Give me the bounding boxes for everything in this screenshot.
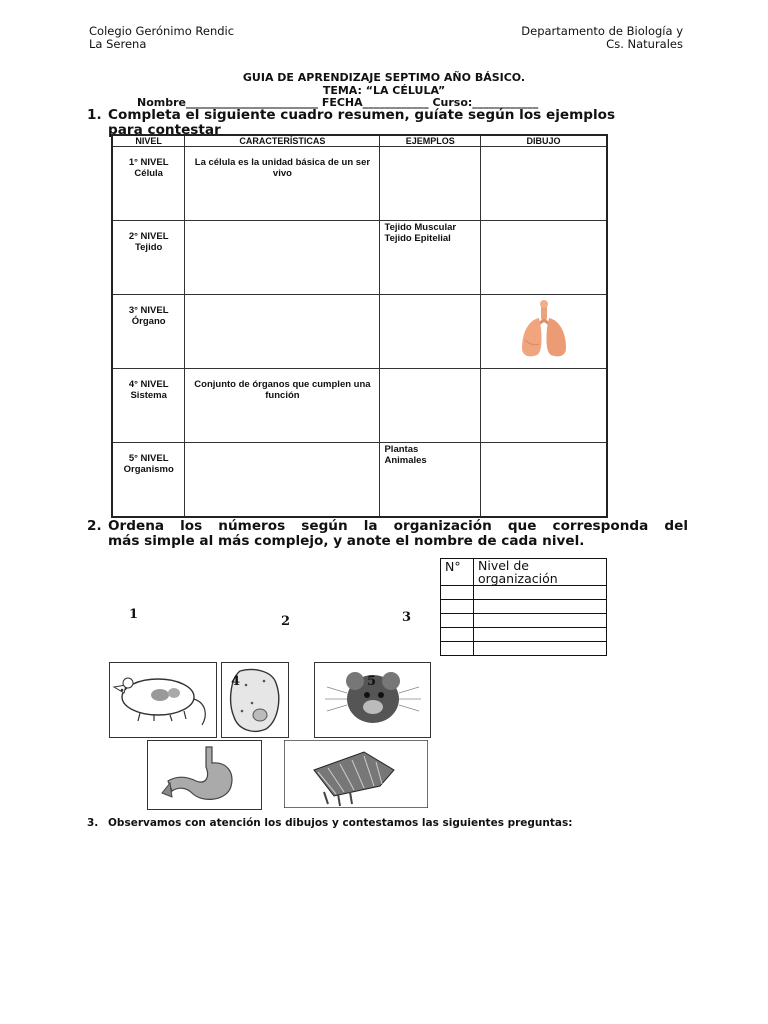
question-1-line2: para contestar: [108, 122, 221, 138]
table-row: [112, 443, 607, 517]
level-cell: [112, 221, 185, 295]
level-name: Tejido: [135, 242, 163, 254]
example-line: Plantas: [384, 444, 419, 456]
header-level: Nivel de organización: [474, 559, 607, 586]
level-number: 2° NIVEL: [128, 231, 169, 243]
level-input-cell[interactable]: [474, 628, 607, 642]
summary-table: [111, 134, 608, 518]
drawing-cell[interactable]: [481, 369, 607, 443]
guide-topic: TEMA: “LA CÉLULA”: [322, 83, 446, 97]
question-1-line1: Completa el siguiente cuadro resumen, guíate según los ejemplos: [108, 107, 616, 123]
department-name: Departamento de Biología y: [521, 24, 683, 38]
table-row: [112, 295, 607, 369]
drawing-cell[interactable]: [481, 147, 607, 221]
department-header: [521, 25, 683, 51]
examples-cell[interactable]: [380, 443, 481, 517]
example-line: Tejido Epitelial: [384, 233, 451, 245]
guide-title-line1: GUIA DE APRENDIZAJE SEPTIMO AÑO BÁSICO.: [242, 71, 526, 84]
header-number: N°: [441, 559, 474, 586]
level-cell: [112, 295, 185, 369]
stomach-icon: [148, 741, 261, 809]
level-name: Célula: [134, 168, 163, 179]
image-label-1: 1: [129, 607, 139, 622]
characteristics-cell[interactable]: La célula es la unidad básica de un ser vivo: [185, 147, 380, 221]
level-number: 4° NIVEL: [128, 379, 169, 391]
header-nivel: NIVEL: [112, 135, 185, 147]
question-1-number: 1.: [87, 107, 102, 123]
characteristics-cell[interactable]: Conjunto de órganos que cumplen una función: [185, 369, 380, 443]
school-header: [89, 25, 234, 51]
level-number: 1° NIVEL: [128, 157, 169, 168]
mouse-organism-image: [109, 662, 217, 738]
level-name: Organismo: [123, 464, 174, 476]
table-row: [441, 586, 607, 600]
table-row: [112, 221, 607, 295]
level-number: 3° NIVEL: [128, 305, 169, 317]
question-2-number: 2.: [87, 518, 102, 534]
level-input-cell[interactable]: [474, 600, 607, 614]
table-row: [112, 147, 607, 221]
summary-table-header: [112, 135, 607, 147]
student-info-line: Nombre________________________ FECHA____________ Curso:____________: [137, 96, 539, 109]
image-label-3: 3: [402, 610, 412, 625]
characteristics-cell[interactable]: [185, 221, 380, 295]
image-label-5: 5: [367, 674, 377, 689]
order-table: [440, 558, 607, 656]
table-row: [441, 628, 607, 642]
characteristics-cell[interactable]: [185, 443, 380, 517]
drawing-cell[interactable]: [481, 221, 607, 295]
number-input-cell[interactable]: [441, 600, 474, 614]
number-input-cell[interactable]: [441, 586, 474, 600]
examples-cell[interactable]: [380, 295, 481, 369]
example-line: Animales: [384, 455, 427, 467]
level-name: Sistema: [130, 390, 167, 402]
guide-title: [0, 72, 768, 97]
example-line: Tejido Muscular: [384, 222, 457, 234]
header-caracteristicas: CARACTERÍSTICAS: [185, 135, 380, 147]
department-name-2: Cs. Naturales: [606, 37, 683, 51]
number-input-cell[interactable]: [441, 628, 474, 642]
level-input-cell[interactable]: [474, 586, 607, 600]
drawing-cell[interactable]: [481, 295, 607, 369]
stomach-image: [147, 740, 262, 810]
tissue-icon: [284, 740, 428, 808]
table-row: [441, 614, 607, 628]
examples-cell[interactable]: [380, 369, 481, 443]
school-name: Colegio Gerónimo Rendic: [89, 24, 235, 38]
mouse-organism-icon: [110, 663, 216, 737]
level-cell: [112, 369, 185, 443]
image-label-2: 2: [281, 614, 291, 629]
school-city: La Serena: [89, 37, 147, 51]
lungs-icon: [519, 300, 569, 360]
level-number: 5° NIVEL: [128, 453, 169, 465]
level-input-cell[interactable]: [474, 642, 607, 656]
level-input-cell[interactable]: [474, 614, 607, 628]
image-label-4: 4: [231, 674, 241, 689]
table-row: [441, 600, 607, 614]
level-cell: [112, 147, 185, 221]
level-name: Órgano: [131, 316, 166, 328]
order-table-header: [441, 559, 607, 586]
examples-cell[interactable]: [380, 147, 481, 221]
table-row: [112, 369, 607, 443]
header-dibujo: DIBUJO: [481, 135, 607, 147]
table-row: [441, 642, 607, 656]
characteristics-cell[interactable]: [185, 295, 380, 369]
number-input-cell[interactable]: [441, 642, 474, 656]
tissue-image: [284, 740, 428, 808]
question-2-line1: Ordena los números según la organización que corresponda del: [108, 518, 688, 534]
drawing-cell[interactable]: [481, 443, 607, 517]
level-cell: [112, 443, 185, 517]
number-input-cell[interactable]: [441, 614, 474, 628]
question-2-line2: más simple al más complejo, y anote el nombre de cada nivel.: [108, 533, 585, 549]
question-3-text: Observamos con atención los dibujos y contestamos las siguientes preguntas:: [108, 817, 573, 829]
header-ejemplos: EJEMPLOS: [380, 135, 481, 147]
question-3-number: 3.: [87, 817, 99, 829]
examples-cell[interactable]: [380, 221, 481, 295]
